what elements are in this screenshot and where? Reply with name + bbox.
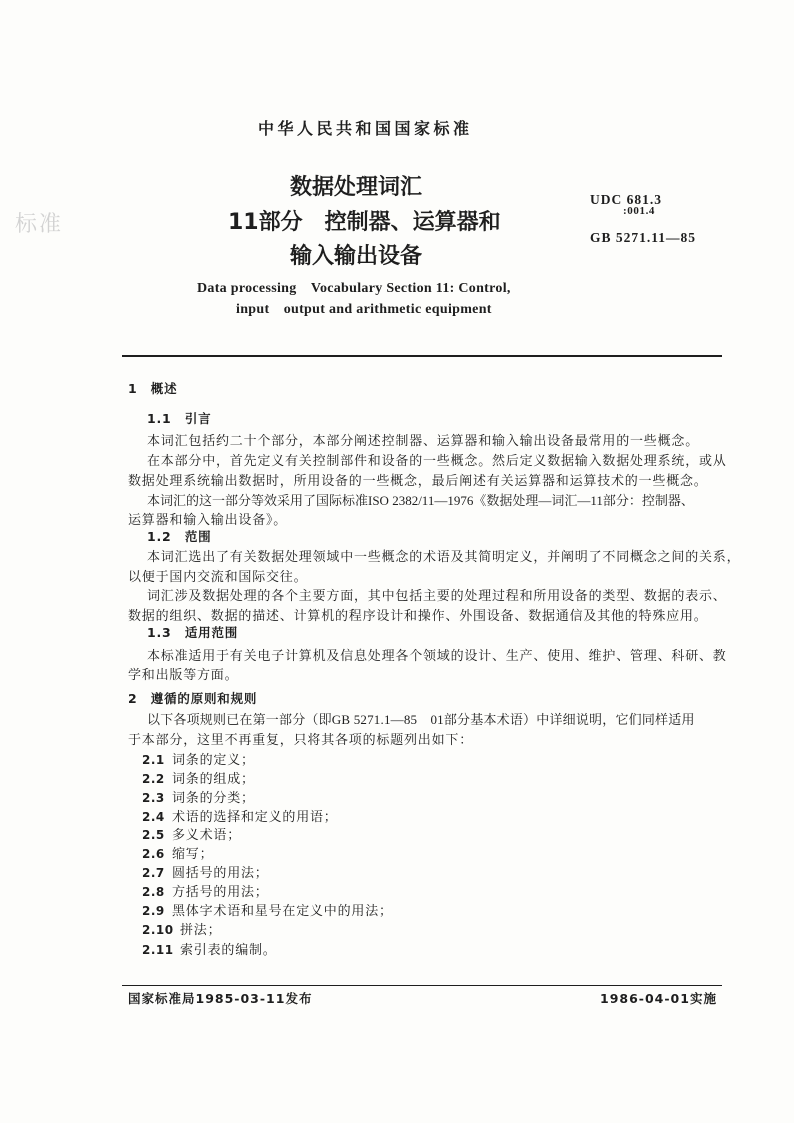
title-line-1: 数据处理词汇: [290, 175, 423, 200]
english-title-line-2: input output and arithmetic equipment: [236, 302, 492, 317]
list-item-text: 圆括号的用法；: [172, 865, 269, 880]
list-item-text: 黑体字术语和星号在定义中的用法；: [172, 903, 393, 918]
list-item: [142, 943, 277, 956]
footer-divider: [122, 985, 722, 986]
english-title-line-1: Data processing Vocabulary Section 11: Control,: [197, 281, 511, 296]
list-item-text: 拼法；: [180, 922, 222, 937]
list-item: [142, 772, 255, 785]
list-item: [142, 866, 269, 879]
list-item-number: 2.6: [142, 847, 165, 861]
effective-date: 1986-04-01实施: [600, 991, 717, 1006]
list-item-number: 2.5: [142, 828, 165, 842]
paragraph-line: 数据的组织、数据的描述、计算机的程序设计和操作、外围设备、数据通信及其他的特殊应用。: [128, 608, 708, 623]
list-item-number: 2.10: [142, 923, 174, 937]
issuing-organization: 中华人民共和国国家标准: [258, 119, 473, 138]
title-line-3: 输入输出设备: [290, 244, 423, 269]
title-line-2: 11部分 控制器、运算器和: [228, 210, 501, 235]
section-2-heading: 2 遵循的原则和规则: [128, 691, 258, 706]
section-1-2-heading: 1.2 范围: [147, 529, 212, 544]
paragraph-line: 本标准适用于有关电子计算机及信息处理各个领域的设计、生产、使用、维护、管理、科研、教: [147, 648, 727, 663]
gb-standard-number: GB 5271.11—85: [590, 230, 697, 245]
section-1-1-heading: 1.1 引言: [147, 411, 212, 426]
list-item-text: 缩写；: [172, 846, 214, 861]
paragraph-line: 学和出版等方面。: [128, 667, 239, 682]
list-item-text: 索引表的编制。: [180, 942, 277, 957]
paragraph-line: 以便于国内交流和国际交往。: [128, 569, 308, 584]
paragraph-line: 数据处理系统输出数据时，所用设备的一些概念，最后阐述有关运算器和运算技术的一些概念。: [128, 473, 708, 488]
paragraph-line: 本词汇选出了有关数据处理领域中一些概念的术语及其简明定义，并阐明了不同概念之间的关系，: [147, 549, 741, 564]
list-item-text: 方括号的用法；: [172, 884, 269, 899]
list-item-number: 2.1: [142, 753, 165, 767]
issue-date: 国家标准局1985-03-11发布: [128, 991, 313, 1006]
list-item-number: 2.4: [142, 810, 165, 824]
list-item-text: 多义术语；: [172, 827, 242, 842]
list-item-number: 2.3: [142, 791, 165, 805]
header-divider: [122, 355, 722, 357]
list-item-number: 2.11: [142, 943, 174, 957]
list-item-text: 词条的组成；: [172, 771, 255, 786]
list-item-text: 词条的分类；: [172, 790, 255, 805]
list-item-text: 词条的定义；: [172, 752, 255, 767]
udc-subcode: :001.4: [623, 205, 656, 217]
paragraph-line: 本词汇的这一部分等效采用了国际标准ISO 2382/11—1976《数据处理—词汇—11部分：控制器、: [147, 493, 694, 508]
list-item: [142, 847, 213, 860]
side-margin-mark: 标准: [15, 212, 64, 237]
section-1-3-heading: 1.3 适用范围: [147, 625, 239, 640]
list-item: [142, 791, 255, 804]
list-item: [142, 923, 221, 936]
list-item: [142, 810, 338, 823]
list-item: [142, 828, 241, 841]
paragraph-line: 词汇涉及数据处理的各个主要方面，其中包括主要的处理过程和所用设备的类型、数据的表示、: [147, 588, 727, 603]
list-item-number: 2.7: [142, 866, 165, 880]
paragraph-line: 在本部分中，首先定义有关控制部件和设备的一些概念。然后定义数据输入数据处理系统，或从: [147, 453, 727, 468]
list-item-text: 术语的选择和定义的用语；: [172, 809, 338, 824]
paragraph-line: 以下各项规则已在第一部分（即GB 5271.1—85 01部分基本术语）中详细说明，它们同样适用: [147, 712, 695, 727]
list-item-number: 2.9: [142, 904, 165, 918]
section-1-heading: 1 概述: [128, 381, 178, 396]
list-item: [142, 885, 269, 898]
paragraph-line: 运算器和输入输出设备》。: [128, 512, 288, 527]
list-item-number: 2.2: [142, 772, 165, 786]
paragraph-line: 本词汇包括约二十个部分，本部分阐述控制器、运算器和输入输出设备最常用的一些概念。: [147, 433, 700, 448]
list-item-number: 2.8: [142, 885, 165, 899]
udc-code: UDC 681.3: [590, 192, 662, 207]
paragraph-line: 于本部分，这里不再重复，只将其各项的标题列出如下：: [128, 732, 474, 747]
list-item: [142, 753, 255, 766]
list-item: [142, 904, 393, 917]
